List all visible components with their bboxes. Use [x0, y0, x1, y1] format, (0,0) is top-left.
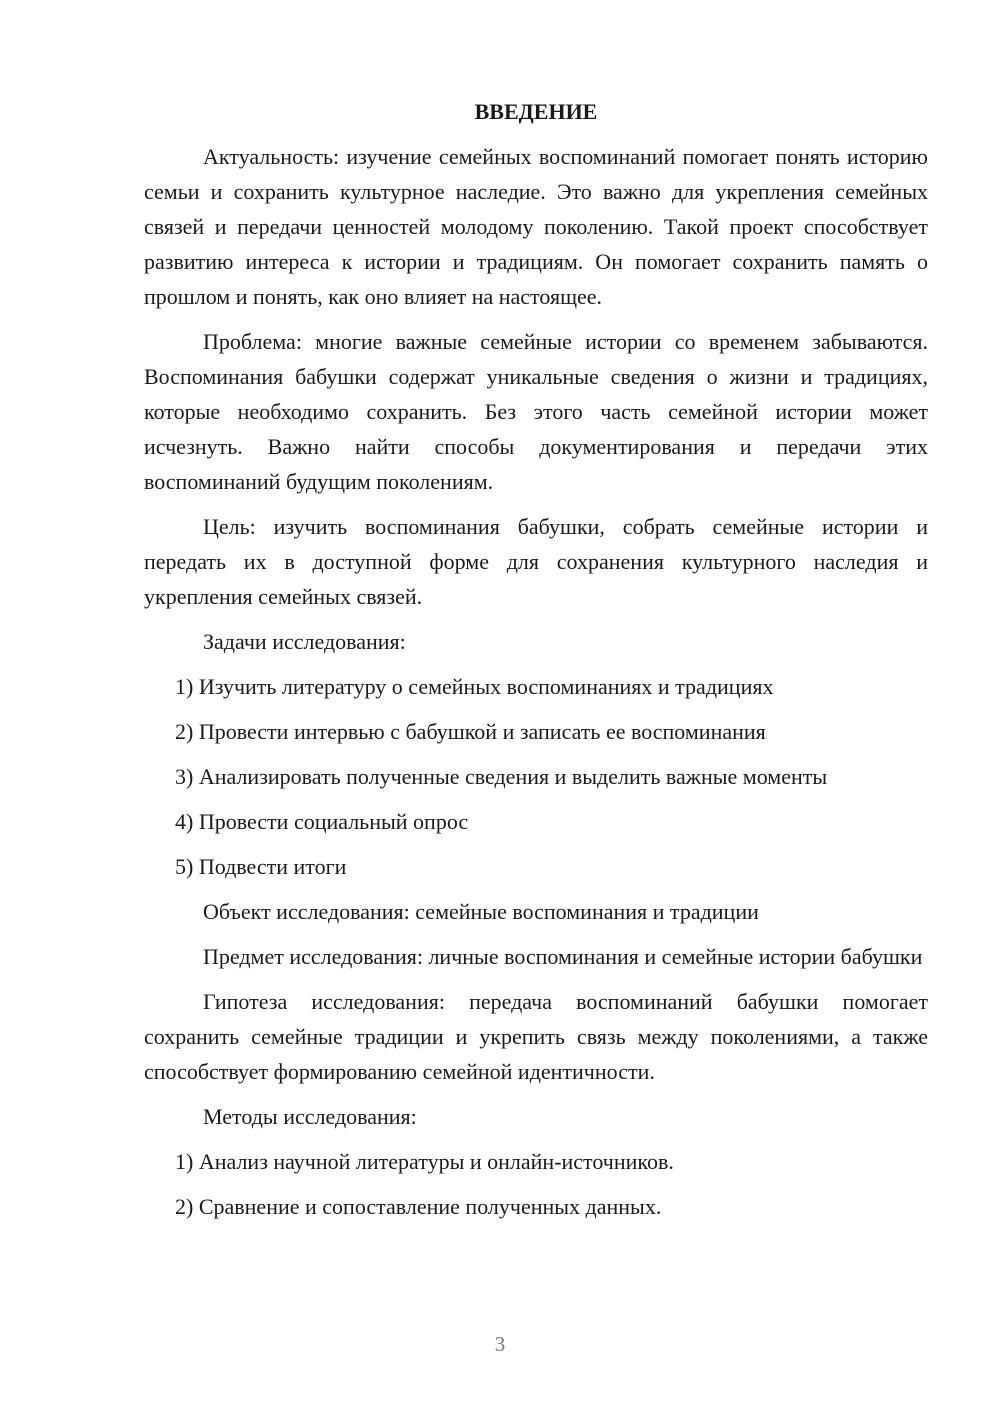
- task-item: 3) Анализировать полученные сведения и выделить важные моменты: [175, 764, 828, 789]
- page-number: 3: [494, 1332, 506, 1356]
- task-item: 4) Провести социальный опрос: [175, 809, 469, 834]
- tasks-label: Задачи исследования:: [203, 629, 406, 654]
- problem-paragraph: Проблема: многие важные семейные истории со временем забываются. Воспоминания бабушки содержат уникальные сведения о жизни и традициях, которые необходимо сохранить. Без этого часть семейной истории может исчезнуть. Важно найти способы документирования и передачи этих воспоминаний будущим поколениям.: [144, 329, 928, 494]
- methods-label: Методы исследования:: [203, 1104, 417, 1129]
- task-item: 2) Провести интервью с бабушкой и записать ее воспоминания: [175, 719, 766, 744]
- method-item: 1) Анализ научной литературы и онлайн-источников.: [175, 1149, 674, 1174]
- methods-list: [144, 1144, 928, 1224]
- section-title: ВВЕДЕНИЕ: [474, 99, 598, 124]
- relevance-paragraph: Актуальность: изучение семейных воспоминаний помогает понять историю семьи и сохранить культурное наследие. Это важно для укрепления семейных связей и передачи ценностей молодому поколению. Такой проект способствует развитию интереса к истории и традициям. Он помогает сохранить память о прошлом и понять, как оно влияет на настоящее.: [144, 144, 928, 309]
- page-content: [144, 94, 928, 1234]
- method-item: 2) Сравнение и сопоставление полученных данных.: [175, 1194, 662, 1219]
- hypothesis-paragraph: Гипотеза исследования: передача воспоминаний бабушки помогает сохранить семейные традиции и укрепить связь между поколениями, а также способствует формированию семейной идентичности.: [144, 989, 928, 1084]
- task-item: 5) Подвести итоги: [175, 854, 347, 879]
- task-item: 1) Изучить литературу о семейных воспоминаниях и традициях: [175, 674, 774, 699]
- tasks-list: [144, 669, 928, 884]
- object-paragraph: Объект исследования: семейные воспоминания и традиции: [203, 899, 759, 924]
- subject-paragraph: Предмет исследования: личные воспоминания и семейные истории бабушки: [203, 944, 923, 969]
- goal-paragraph: Цель: изучить воспоминания бабушки, собрать семейные истории и передать их в доступной форме для сохранения культурного наследия и укрепления семейных связей.: [144, 514, 928, 609]
